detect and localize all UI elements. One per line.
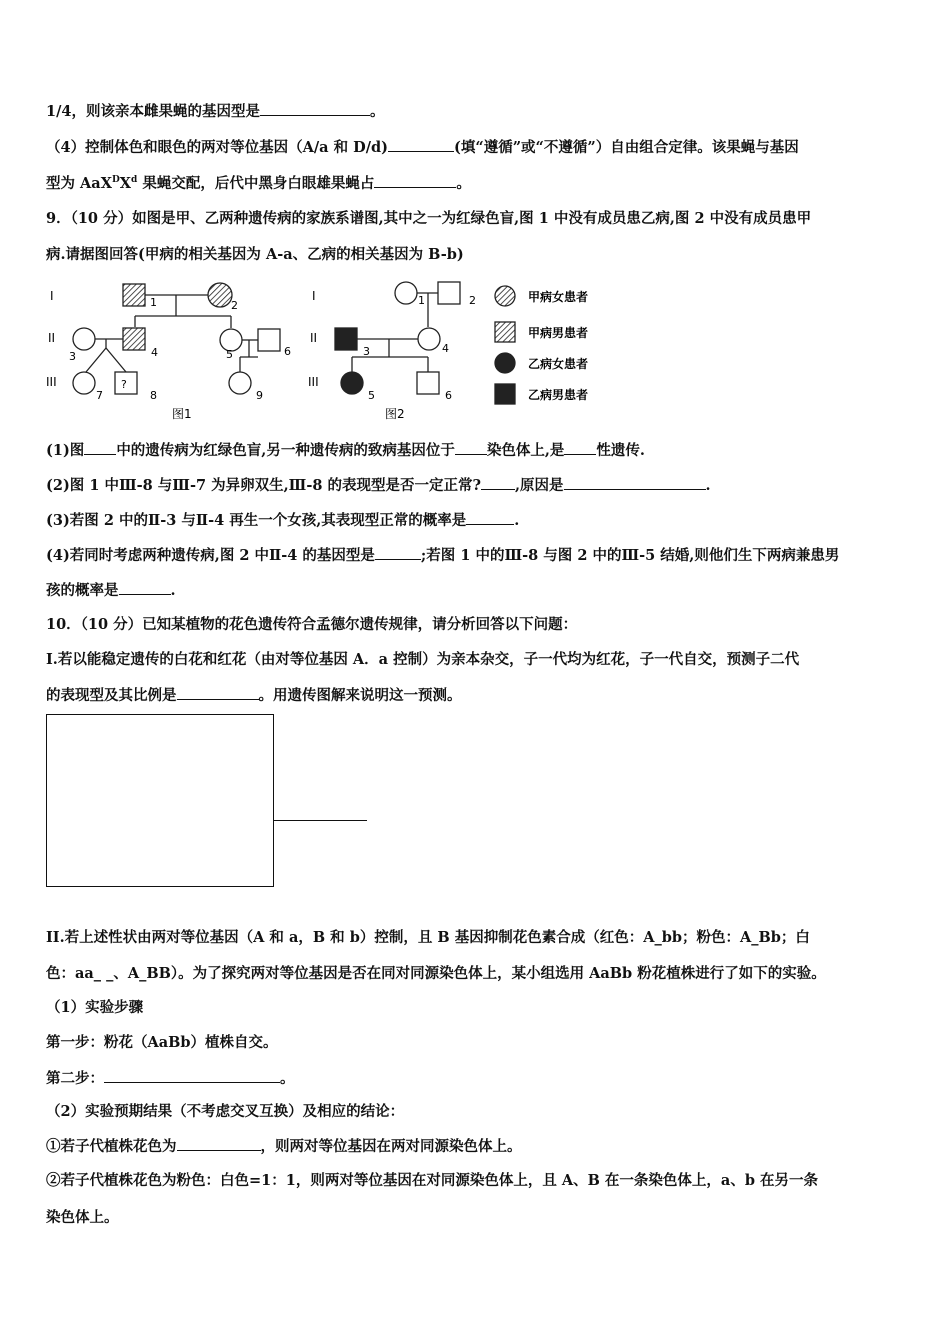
- q9-sub4: (4)若同时考虑两种遗传病,图 2 中Ⅱ-4 的基因型是 ;若图 1 中的Ⅲ-8 与图 2 中的Ⅲ-5 结婚,则他们生下两病兼患男: [46, 547, 840, 564]
- q10-intro: 10．（10 分）已知某植物的花色遗传符合孟德尔遗传规律，请分析回答以下问题：: [46, 616, 578, 633]
- q10-partII-line1: II.若上述性状由两对等位基因（A 和 a，B 和 b）控制，且 B 基因抑制花色素合成（红色：A_bb；粉色：A_Bb；白: [46, 929, 810, 946]
- answer-blank[interactable]: [119, 580, 171, 595]
- answer-line[interactable]: [274, 820, 367, 821]
- fig2-num-5: 5: [368, 389, 375, 402]
- answer-blank[interactable]: [455, 440, 487, 455]
- answer-blank[interactable]: [564, 475, 706, 490]
- q10-partII-line2: 色：aa_ _、A_BB）。为了探究两对等位基因是否在同对同源染色体上，某小组选用 AaBb 粉花植株进行了如下的实验。: [46, 965, 826, 982]
- fig2-caption: 图2: [385, 407, 405, 421]
- q9-sub3: (3)若图 2 中的Ⅱ-3 与Ⅱ-4 再生一个女孩,其表现型正常的概率是 .: [46, 512, 520, 529]
- fig1-num-6: 6: [284, 345, 291, 358]
- legend-male-a-icon: [495, 322, 515, 342]
- q8-line1-text: 1/4，则该亲本雌果蝇的基因型是: [46, 103, 260, 120]
- q10-result1: ①若子代植株花色为 ，则两对等位基因在两对同源染色体上。: [46, 1138, 522, 1155]
- gen-label-1-fig2: I: [312, 289, 316, 303]
- fig1-num-4: 4: [151, 346, 158, 359]
- fig1-num-7: 7: [96, 389, 103, 402]
- fig1-II4-male-disease-a: [123, 328, 145, 350]
- answer-blank[interactable]: [466, 510, 514, 525]
- gen-label-2-fig2: II: [310, 331, 318, 345]
- gen-label-3: III: [46, 375, 57, 389]
- answer-blank[interactable]: [374, 173, 456, 188]
- genetic-diagram-answer-box[interactable]: [46, 714, 274, 887]
- fig2-num-3: 3: [363, 345, 370, 358]
- q8-line1: 1/4，则该亲本雌果蝇的基因型是 。: [46, 103, 385, 120]
- fig1-III9-female: [229, 372, 251, 394]
- answer-blank[interactable]: [177, 685, 259, 700]
- fig2-num-6: 6: [445, 389, 452, 402]
- fig1-I1-male-disease-a: [123, 284, 145, 306]
- q9-sub2: (2)图 1 中Ⅲ-8 与Ⅲ-7 为异卵双生,Ⅲ-8 的表现型是否一定正常? ,原因是 .: [46, 477, 711, 494]
- q10-result2-line1: ②若子代植株花色为粉色：白色=1：1，则两对等位基因在对同源染色体上，且 A、B 在一条染色体上，a、b 在另一条: [46, 1172, 819, 1189]
- unknown-mark: ?: [121, 378, 127, 391]
- fig1-num-5: 5: [226, 348, 233, 361]
- fig2-num-4: 4: [442, 342, 449, 355]
- answer-blank[interactable]: [375, 545, 421, 560]
- fig2-num-2: 2: [469, 294, 476, 307]
- legend-female-b-icon: [495, 353, 515, 373]
- legend-label-male-b: 乙病男患者: [528, 388, 589, 402]
- q10-step-title: （1）实验步骤: [46, 999, 144, 1016]
- fig1-num-1: 1: [150, 296, 157, 309]
- fig1-num-3: 3: [69, 350, 76, 363]
- fig2-I2-male: [438, 282, 460, 304]
- answer-blank[interactable]: [388, 137, 454, 152]
- q10-result2-line2: 染色体上。: [46, 1209, 119, 1226]
- q10-step1: 第一步：粉花（AaBb）植株自交。: [46, 1034, 278, 1051]
- gen-label-2: II: [48, 331, 56, 345]
- legend-female-a-icon: [495, 286, 515, 306]
- fig2-III5-female-disease-b: [341, 372, 363, 394]
- q9-intro-line1: 9．（10 分）如图是甲、乙两种遗传病的家族系谱图,其中之一为红绿色盲,图 1 中没有成员患乙病,图 2 中没有成员患甲: [46, 210, 812, 227]
- fig1-num-2: 2: [231, 299, 238, 312]
- fig1-III7-female: [73, 372, 95, 394]
- fig2-num-1: 1: [418, 294, 425, 307]
- fig2-II4-female: [418, 328, 440, 350]
- answer-blank[interactable]: [84, 440, 116, 455]
- legend-label-female-b: 乙病女患者: [528, 357, 589, 371]
- q9-sub4-cont: 孩的概率是 .: [46, 582, 176, 599]
- fig1-II6-male: [258, 329, 280, 351]
- q10-partI-line2: 的表现型及其比例是 。用遗传图解来说明这一预测。: [46, 687, 462, 704]
- fig1-I2-female-disease-a: [208, 283, 232, 307]
- answer-blank[interactable]: [177, 1136, 261, 1151]
- answer-blank[interactable]: [104, 1068, 280, 1083]
- fig2-I1-female: [395, 282, 417, 304]
- legend-label-female-a: 甲病女患者: [528, 290, 589, 304]
- pedigree-fig2: [335, 282, 460, 394]
- answer-blank[interactable]: [260, 101, 370, 116]
- pedigree-figure: [40, 278, 630, 428]
- fig2-II3-male-disease-b: [335, 328, 357, 350]
- gen-label-1: I: [50, 289, 54, 303]
- pedigree-legend: [495, 286, 515, 404]
- fig2-III6-male: [417, 372, 439, 394]
- fig1-II3-female: [73, 328, 95, 350]
- answer-blank[interactable]: [564, 440, 596, 455]
- pedigree-fig1: [73, 283, 280, 394]
- q10-step2: 第二步： 。: [46, 1070, 295, 1087]
- answer-blank[interactable]: [481, 475, 515, 490]
- q10-partI-line1: I.若以能稳定遗传的白花和红花（由对等位基因 A．a 控制）为亲本杂交，子一代均为红花，子一代自交，预测子二代: [46, 651, 800, 668]
- q9-sub1: (1)图 中的遗传病为红绿色盲,另一种遗传病的致病基因位于 染色体上,是 性遗传.: [46, 442, 645, 459]
- q10-result-title: （2）实验预期结果（不考虑交叉互换）及相应的结论：: [46, 1103, 405, 1120]
- fig1-num-8: 8: [150, 389, 157, 402]
- fig1-num-9: 9: [256, 389, 263, 402]
- q8-line2: （4）控制体色和眼色的两对等位基因（A/a 和 D/d) (填“遵循”或“不遵循”）自由组合定律。该果蝇与基因: [46, 139, 799, 156]
- gen-label-3-fig2: III: [308, 375, 319, 389]
- q9-intro-line2: 病.请据图回答(甲病的相关基因为 A-a、乙病的相关基因为 B-b): [46, 246, 464, 263]
- fig1-caption: 图1: [172, 407, 192, 421]
- legend-male-b-icon: [495, 384, 515, 404]
- q8-line3: 型为 $AaX^DX^d$ 果蝇交配，后代中黑身白眼雄果蝇占 。: [46, 175, 471, 192]
- legend-label-male-a: 甲病男患者: [528, 326, 589, 340]
